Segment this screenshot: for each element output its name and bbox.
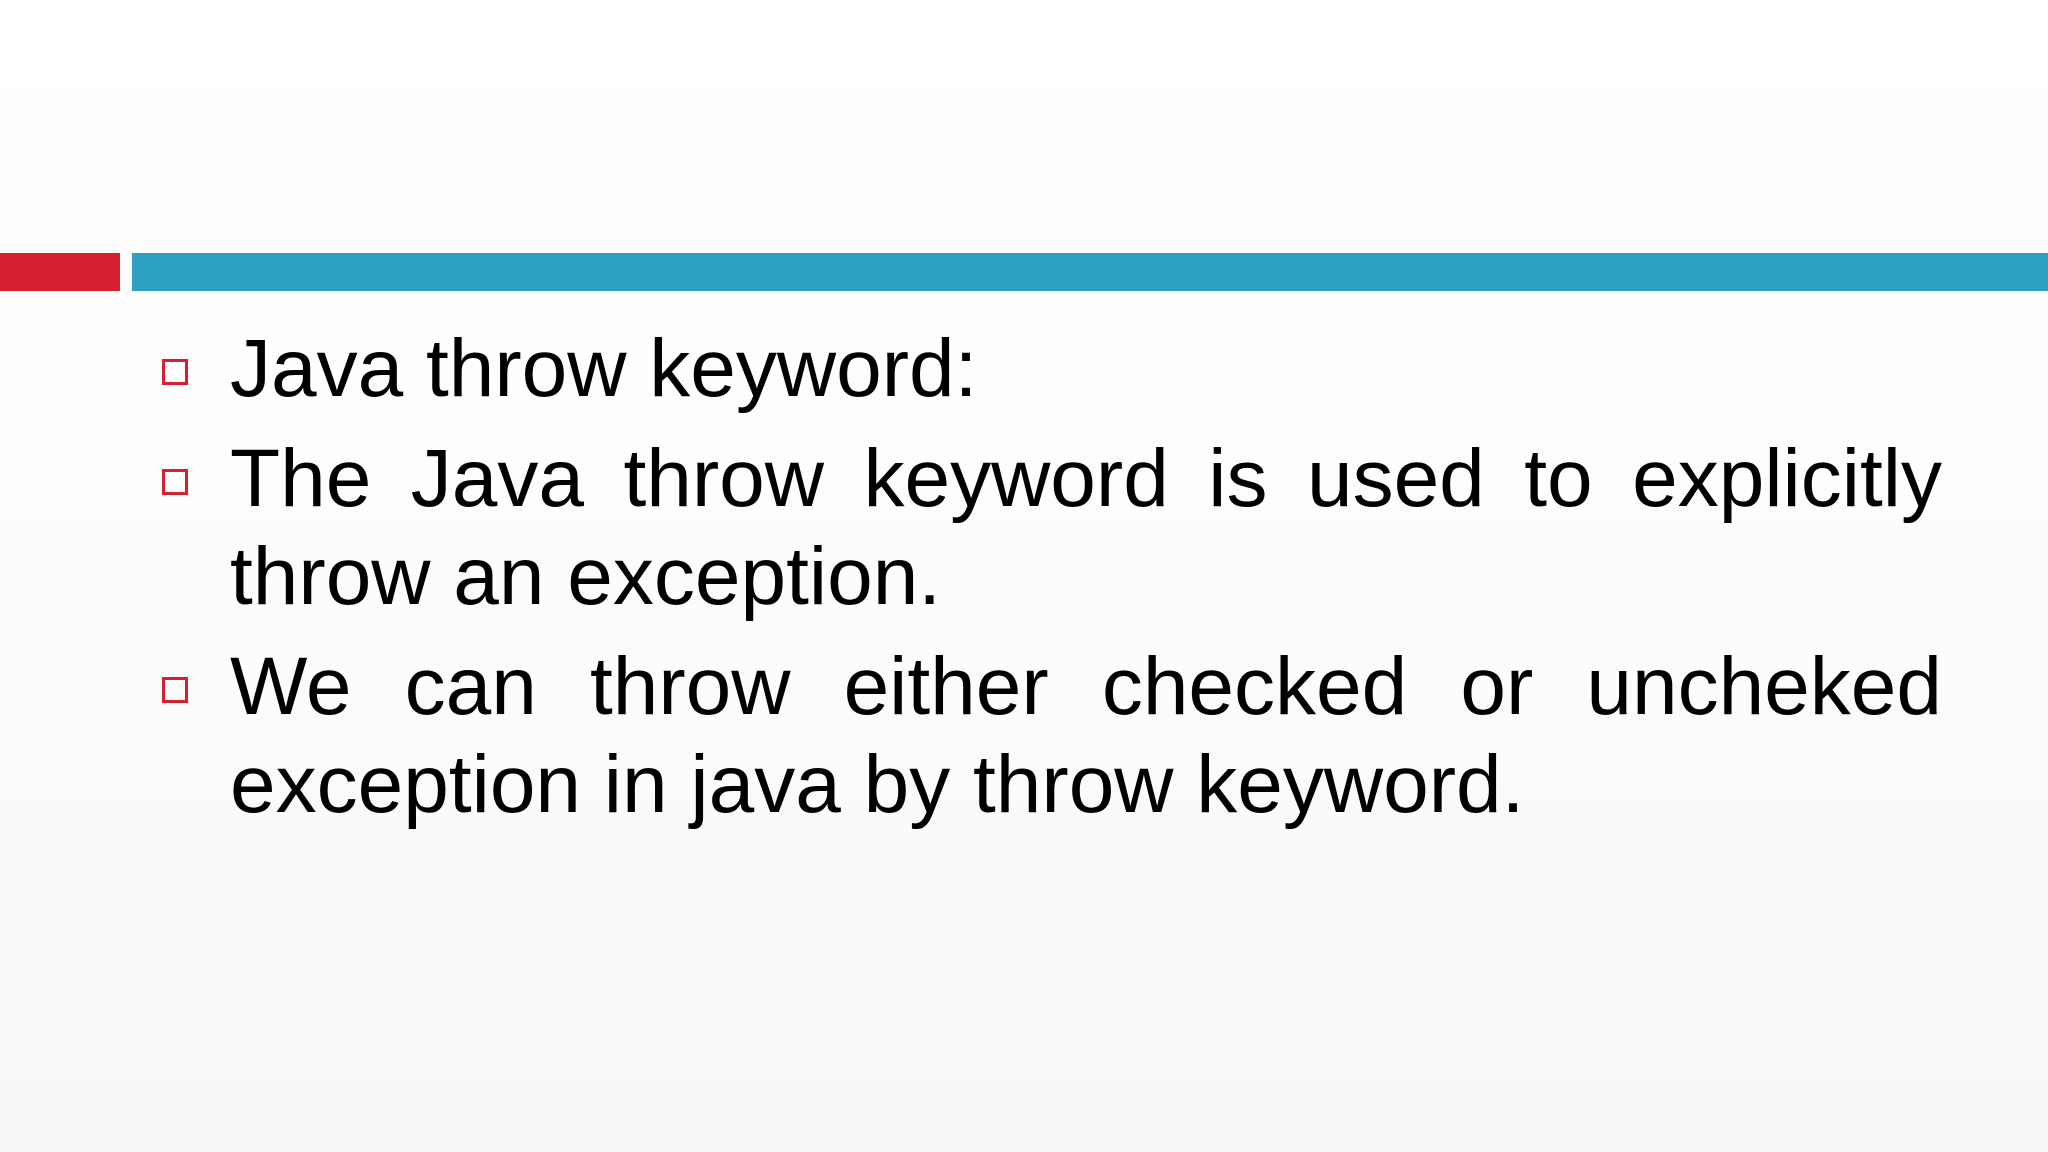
bullet-item	[160, 638, 1942, 834]
header-accent-bar-blue	[132, 253, 2048, 291]
bullet-item	[160, 320, 1942, 418]
header-accent-bar-red	[0, 253, 120, 291]
square-bullet-icon	[162, 359, 188, 385]
bullet-text: The Java throw keyword is used to explicitly throw an exception.	[230, 433, 1942, 622]
bullet-text: We can throw either checked or uncheked exception in java by throw keyword.	[230, 641, 1942, 830]
square-bullet-icon	[162, 677, 188, 703]
bullet-list	[160, 320, 1942, 846]
square-bullet-icon	[162, 469, 188, 495]
bullet-item	[160, 430, 1942, 626]
bullet-text: Java throw keyword:	[230, 323, 978, 414]
